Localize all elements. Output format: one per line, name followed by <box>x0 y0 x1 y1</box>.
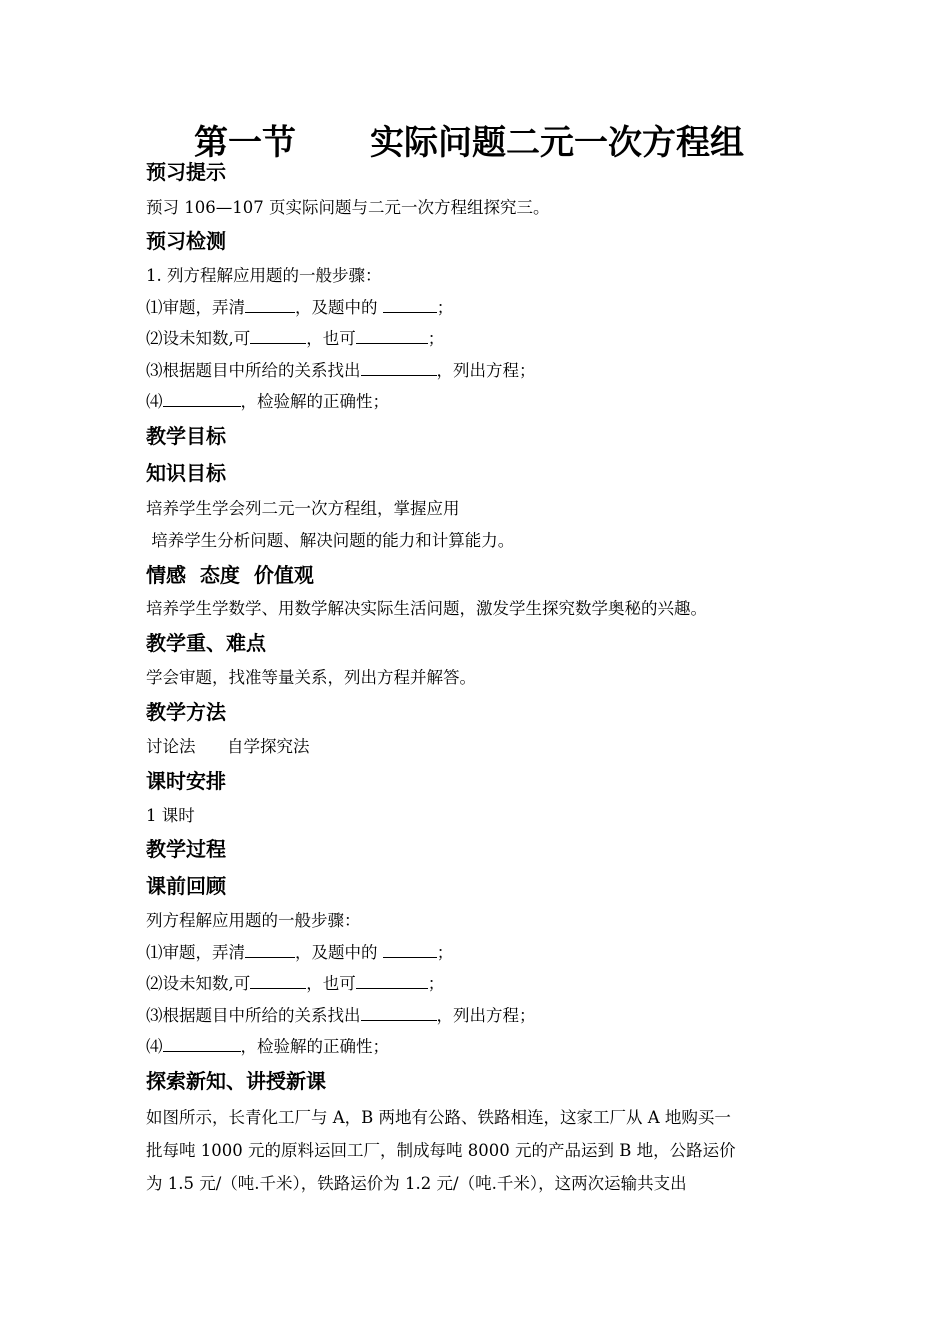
preview-check-intro: 1. 列方程解应用题的一般步骤： <box>146 266 382 285</box>
explore-line: 批每吨 1000 元的原料运回工厂，制成每吨 8000 元的产品运到 B 地，公路运价 <box>146 1141 736 1160</box>
heading-schedule: 课时安排 <box>146 769 226 793</box>
heading-explore: 探索新知、讲授新课 <box>146 1069 326 1093</box>
fill-blank <box>163 1035 241 1052</box>
section-title: 实际问题二元一次方程组 <box>370 123 744 163</box>
page-title <box>0 118 950 168</box>
knowledge-goal-line-1: 培养学生学会列二元一次方程组，掌握应用 <box>146 499 460 518</box>
preview-hint-text: 预习 106—107 页实际问题与二元一次方程组探究三。 <box>146 198 550 217</box>
fill-blank <box>361 1004 437 1021</box>
heading-review: 课前回顾 <box>146 874 226 898</box>
heading-emotion: 情感 态度 价值观 <box>146 563 314 587</box>
explore-line: 如图所示，长青化工厂与 A，B 两地有公路、铁路相连，这家工厂从 A 地购买一 <box>146 1108 731 1127</box>
preview-step-1: ⑴审题，弄清 ，及题中的 ； <box>146 298 454 317</box>
knowledge-goal-line-2: 培养学生分析问题、解决问题的能力和计算能力。 <box>146 531 515 550</box>
heading-methods: 教学方法 <box>146 700 226 724</box>
fill-blank <box>250 327 306 344</box>
fill-blank <box>163 390 241 407</box>
heading-process: 教学过程 <box>146 837 226 861</box>
emotion-text: 培养学生学数学、用数学解决实际生活问题，激发学生探究数学奥秘的兴趣。 <box>146 599 707 618</box>
heading-knowledge-goal: 知识目标 <box>146 461 226 485</box>
preview-step-3: ⑶根据题目中所给的关系找出 ，列出方程； <box>146 361 536 380</box>
fill-blank <box>250 972 306 989</box>
fill-blank <box>383 296 437 313</box>
fill-blank <box>245 296 295 313</box>
preview-step-4: ⑷ ，检验解的正确性； <box>146 392 389 411</box>
review-step-1: ⑴审题，弄清 ，及题中的 ； <box>146 943 454 962</box>
heading-preview-hint: 预习提示 <box>146 160 226 184</box>
review-intro: 列方程解应用题的一般步骤： <box>146 911 361 930</box>
key-points-text: 学会审题，找准等量关系，列出方程并解答。 <box>146 668 476 687</box>
explore-paragraph <box>146 1101 812 1200</box>
heading-teaching-goals: 教学目标 <box>146 424 226 448</box>
fill-blank <box>356 327 428 344</box>
heading-preview-check: 预习检测 <box>146 229 226 253</box>
fill-blank <box>361 359 437 376</box>
heading-key-points: 教学重、难点 <box>146 631 266 655</box>
fill-blank <box>356 972 428 989</box>
review-step-4: ⑷ ，检验解的正确性； <box>146 1037 389 1056</box>
explore-line: 为 1.5 元/（吨.千米），铁路运价为 1.2 元/（吨.千米），这两次运输共支出 <box>146 1174 687 1193</box>
review-step-3: ⑶根据题目中所给的关系找出 ，列出方程； <box>146 1006 536 1025</box>
fill-blank <box>383 941 437 958</box>
section-number: 第一节 <box>194 123 296 163</box>
fill-blank <box>245 941 295 958</box>
methods-text: 讨论法 自学探究法 <box>146 737 310 756</box>
review-step-2: ⑵设未知数,可 ，也可 ； <box>146 974 445 993</box>
schedule-text: 1 课时 <box>146 806 195 825</box>
preview-step-2: ⑵设未知数,可 ，也可 ； <box>146 329 445 348</box>
